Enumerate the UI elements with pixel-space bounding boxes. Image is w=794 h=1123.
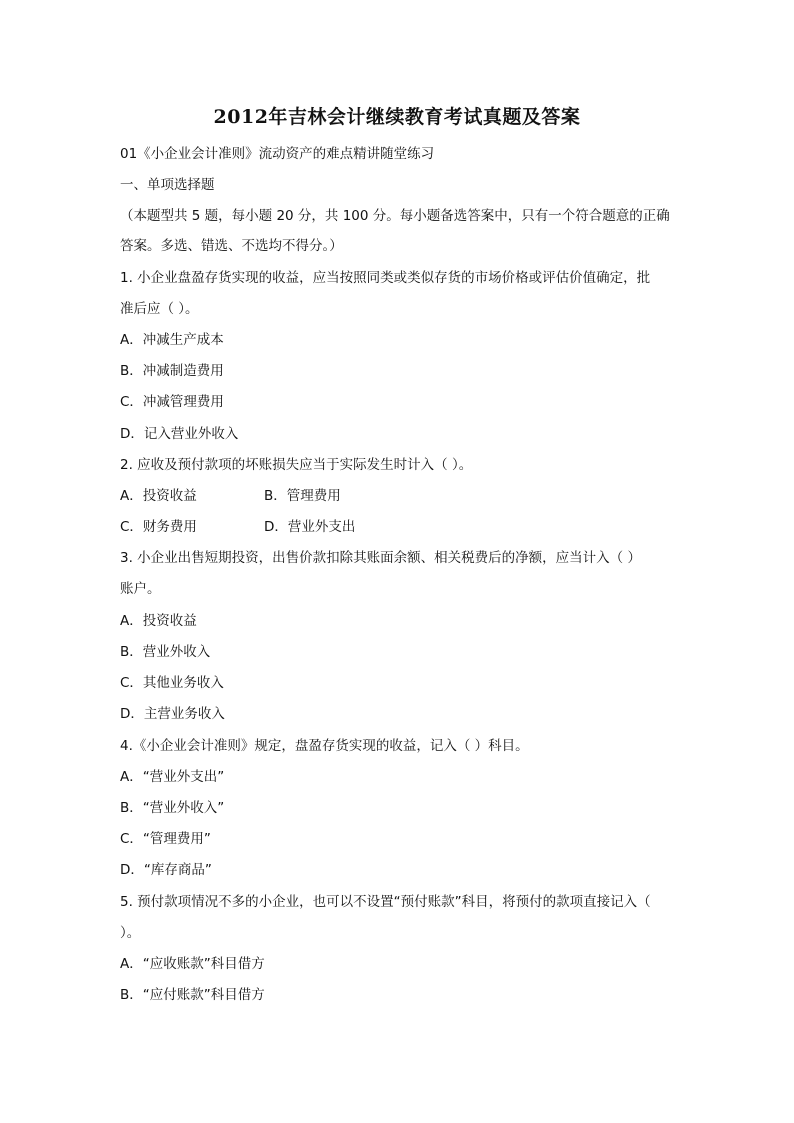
question-1-option-d: D．记入营业外收入 (120, 426, 239, 442)
question-3-text-line-2: 账户。 (120, 581, 161, 597)
question-5-option-b: B．“应付账款”科目借方 (120, 987, 265, 1003)
question-5-text-line-1: 5. 预付款项情况不多的小企业，也可以不设置“预付账款”科目，将预付的款项直接记入（ (120, 894, 651, 910)
question-1-option-a: A．冲减生产成本 (120, 332, 224, 348)
instructions-line-2: 答案。多选、错选、不选均不得分。） (120, 238, 343, 254)
question-2-option-b: B．管理费用 (264, 488, 341, 504)
question-1-option-c: C．冲减管理费用 (120, 394, 224, 410)
question-4-option-c: C．“管理费用” (120, 831, 211, 847)
question-1-text-line-1: 1. 小企业盘盈存货实现的收益，应当按照同类或类似存货的市场价格或评估价值确定，批 (120, 270, 651, 286)
question-4-option-a: A．“营业外支出” (120, 769, 225, 785)
exercise-subtitle: 01《小企业会计准则》流动资产的难点精讲随堂练习 (120, 146, 435, 162)
question-2-text: 2. 应收及预付款项的坏账损失应当于实际发生时计入（ ）。 (120, 457, 473, 473)
document-title: 2012年吉林会计继续教育考试真题及答案 (213, 106, 581, 128)
question-3-option-b: B．营业外收入 (120, 644, 211, 660)
question-2-option-d: D．营业外支出 (264, 519, 356, 535)
question-5-text-line-2: ）。 (120, 925, 141, 941)
question-3-option-a: A．投资收益 (120, 613, 197, 629)
question-3-text-line-1: 3. 小企业出售短期投资，出售价款扣除其账面余额、相关税费后的净额，应当计入（ ） (120, 550, 641, 566)
question-4-option-d: D．“库存商品” (120, 862, 212, 878)
question-4-option-b: B．“营业外收入” (120, 800, 225, 816)
question-3-option-c: C．其他业务收入 (120, 675, 224, 691)
instructions-line-1: （本题型共 5 题，每小题 20 分，共 100 分。每小题备选答案中，只有一个符合题意的正确 (120, 208, 670, 224)
question-3-option-d: D．主营业务收入 (120, 706, 225, 722)
question-1-option-b: B．冲减制造费用 (120, 363, 224, 379)
question-4-text: 4.《小企业会计准则》规定，盘盈存货实现的收益，记入（ ）科目。 (120, 738, 529, 754)
question-5-option-a: A．“应收账款”科目借方 (120, 956, 265, 972)
question-1-text-line-2: 准后应（ ）。 (120, 301, 199, 317)
section-heading: 一、单项选择题 (120, 177, 215, 193)
question-2-option-c: C．财务费用 (120, 519, 197, 535)
question-2-option-a: A．投资收益 (120, 488, 197, 504)
